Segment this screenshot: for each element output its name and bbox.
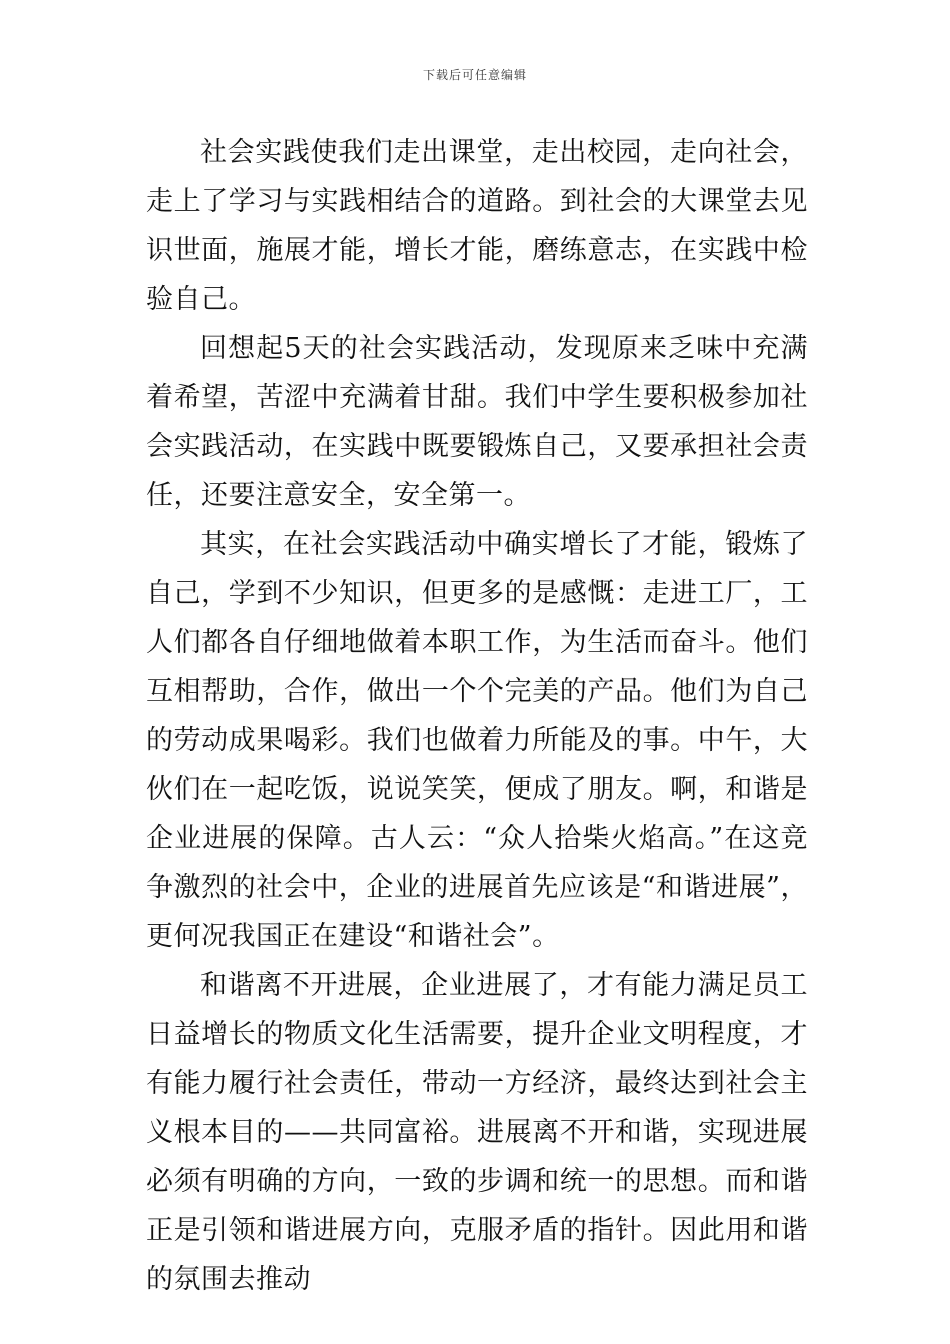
paragraph-2: 回想起5天的社会实践活动，发现原来乏味中充满着希望，苦涩中充满着甘甜。我们中学生要积极参加社会实践活动，在实践中既要锻炼自己，又要承担社会责任，还要注意安全，安全第一。	[146, 333, 808, 511]
paragraph-1: 社会实践使我们走出课堂，走出校园，走向社会，走上了学习与实践相结合的道路。到社会的大课堂去见识世面，施展才能，增长才能，磨练意志，在实践中检验自己。	[146, 137, 808, 315]
paragraph-3: 其实，在社会实践活动中确实增长了才能，锻炼了自己，学到不少知识，但更多的是感慨：走进工厂，工人们都各自仔细地做着本职工作，为生活而奋斗。他们互相帮助，合作，做出一个个完美的产品。他们为自己的劳动成果喝彩。我们也做着力所能及的事。中午，大伙们在一起吃饭，说说笑笑，便成了朋友。啊，和谐是企业进展的保障。古人云：“众人拾柴火焰高。”在这竞争激烈的社会中，企业的进展首先应该是“和谐进展”，更何况我国正在建设“和谐社会”。	[146, 529, 808, 952]
paragraph-4: 和谐离不开进展，企业进展了，才有能力满足员工日益增长的物质文化生活需要，提升企业文明程度，才有能力履行社会责任，带动一方经济，最终达到社会主义根本目的——共同富裕。进展离不开和谐，实现进展必须有明确的方向，一致的步调和统一的思想。而和谐正是引领和谐进展方向，克服矛盾的指针。因此用和谐的氛围去推动	[146, 970, 808, 1295]
document-body	[146, 128, 808, 1304]
download-note: 下载后可任意编辑	[422, 68, 527, 82]
